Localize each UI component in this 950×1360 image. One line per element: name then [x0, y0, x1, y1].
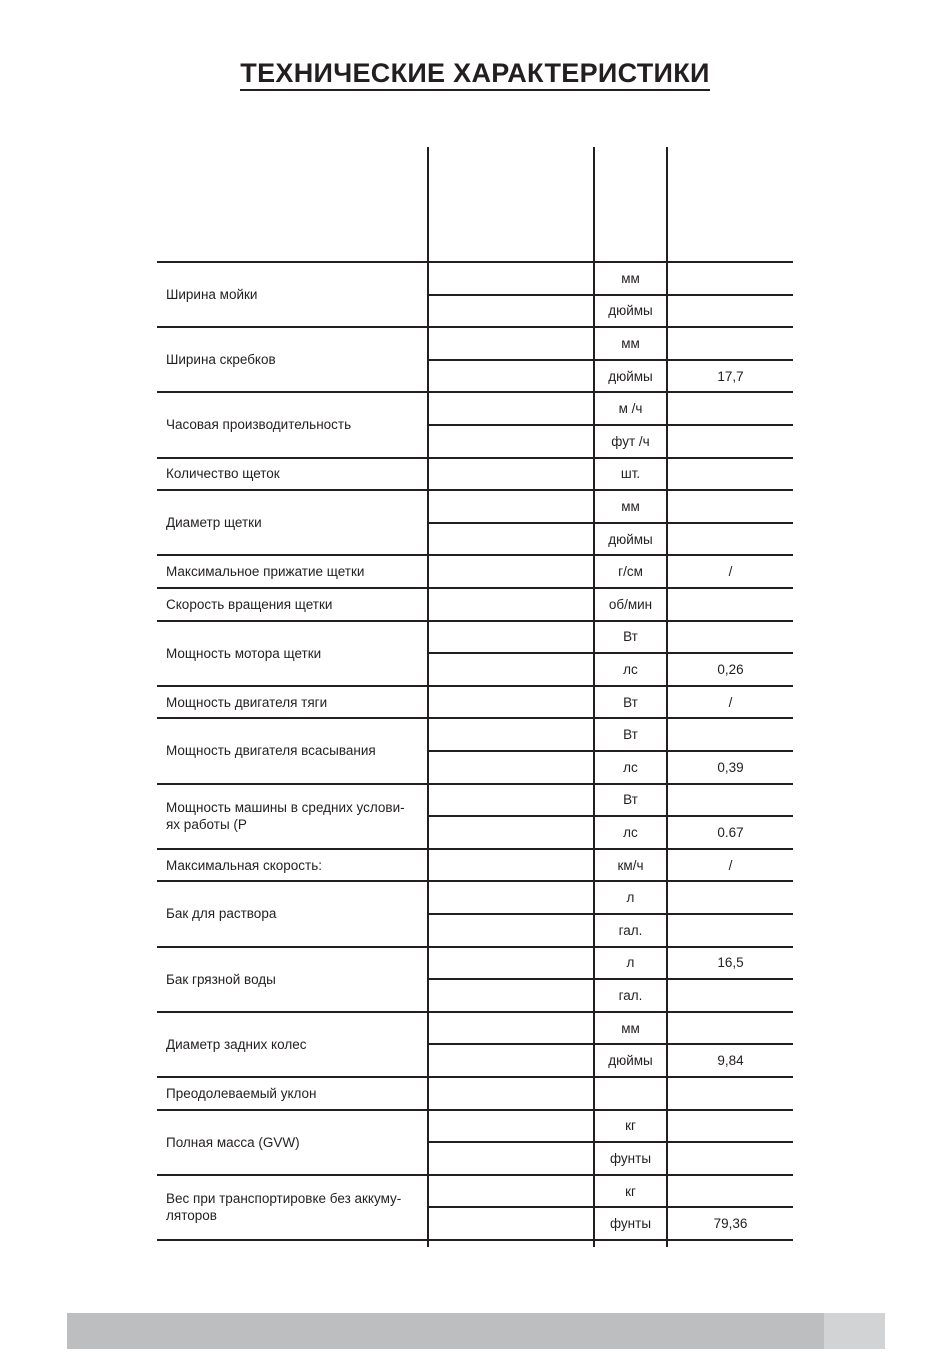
spec-value: / [728, 694, 733, 710]
spec-label-text [166, 1134, 300, 1151]
spec-label [157, 849, 427, 882]
spec-label [157, 327, 427, 392]
spec-label [157, 1175, 427, 1240]
spec-value: 17,7 [717, 368, 744, 384]
spec-value: / [728, 857, 733, 873]
spec-label [157, 1077, 427, 1110]
spec-label [157, 947, 427, 1012]
spec-unit: Вт [623, 792, 638, 808]
spec-label [157, 718, 427, 783]
spec-label-line: Преодолеваемый уклон [166, 1085, 317, 1101]
spec-empty-cell [429, 784, 593, 817]
spec-unit: л [626, 955, 635, 971]
spec-value [668, 718, 793, 751]
spec-unit: дюймы [608, 368, 653, 384]
spec-value: 79,36 [713, 1216, 748, 1232]
spec-unit: дюймы [608, 531, 653, 547]
spec-label-line: Ширина скребков [166, 352, 276, 368]
spec-label-line: Максимальная скорость: [166, 857, 323, 873]
spec-unit: дюймы [608, 303, 653, 319]
spec-empty-cell [429, 914, 593, 947]
spec-unit: м /ч [618, 401, 643, 417]
spec-label-line: Скорость вращения щетки [166, 596, 333, 612]
spec-label-text [166, 694, 327, 711]
spec-unit: фунты [609, 1216, 652, 1232]
spec-label-text [166, 1085, 317, 1102]
spec-label [157, 555, 427, 588]
spec-empty-cell [429, 686, 593, 719]
spec-empty-cell [429, 490, 593, 523]
spec-label-text [166, 596, 332, 613]
spec-unit: Вт [623, 629, 638, 645]
spec-empty-cell [429, 327, 593, 360]
spec-value [668, 784, 793, 817]
spec-empty-cell [429, 360, 593, 393]
spec-label [157, 588, 427, 621]
spec-label-text [166, 465, 280, 482]
spec-unit: л [626, 890, 635, 906]
spec-empty-cell [429, 1110, 593, 1143]
spec-value [668, 295, 793, 328]
footer-page-box [824, 1313, 885, 1349]
spec-label-text [166, 1036, 306, 1053]
spec-label-text [166, 905, 276, 922]
spec-empty-cell [429, 588, 593, 621]
spec-value [668, 523, 793, 556]
spec-label [157, 1110, 427, 1175]
spec-label [157, 392, 427, 457]
spec-empty-cell [429, 1207, 593, 1240]
spec-unit: гал. [618, 922, 643, 938]
spec-value [668, 262, 793, 295]
spec-label-text [166, 286, 257, 303]
spec-label-line: Мощность машины в средних услови- [166, 800, 405, 816]
spec-value [668, 392, 793, 425]
spec-unit: лс [623, 824, 638, 840]
spec-empty-cell [429, 1012, 593, 1045]
spec-empty-cell [429, 979, 593, 1012]
spec-value [668, 1012, 793, 1045]
spec-unit: лс [623, 759, 638, 775]
spec-label-text [166, 1190, 401, 1224]
spec-label-text [166, 563, 364, 580]
spec-label-line: Мощность двигателя всасывания [166, 743, 376, 759]
spec-value: 0,39 [717, 759, 744, 775]
spec-unit: гал. [618, 987, 643, 1003]
spec-unit: дюймы [608, 1053, 653, 1069]
spec-unit: лс [623, 661, 638, 677]
spec-label-text [166, 971, 276, 988]
spec-empty-cell [429, 1077, 593, 1110]
spec-label-line: ях работы (Р [166, 817, 247, 833]
row-divider [157, 1239, 793, 1241]
spec-label-line: Мощность мотора щетки [166, 645, 322, 661]
spec-label-text [166, 514, 262, 531]
spec-empty-cell [429, 881, 593, 914]
spec-label-line: Вес при транспортировке без аккуму- [166, 1191, 402, 1207]
spec-value [668, 1110, 793, 1143]
spec-value [668, 1175, 793, 1208]
footer-bar [67, 1313, 824, 1349]
spec-empty-cell [429, 1175, 593, 1208]
spec-empty-cell [429, 392, 593, 425]
spec-label-line: Часовая производительность [166, 417, 352, 433]
spec-value [668, 1142, 793, 1175]
spec-empty-cell [429, 262, 593, 295]
spec-label-line: Бак для раствора [166, 906, 277, 922]
spec-label-text [166, 742, 376, 759]
spec-unit: об/мин [608, 596, 653, 612]
spec-value [668, 588, 793, 621]
spec-value: 16,5 [717, 955, 744, 971]
spec-label-line: Мощность двигателя тяги [166, 694, 328, 710]
spec-label-line: ляторов [166, 1208, 217, 1224]
spec-label-text [166, 857, 322, 874]
spec-value [668, 327, 793, 360]
spec-label [157, 1012, 427, 1077]
spec-empty-cell [429, 653, 593, 686]
spec-unit: Вт [623, 694, 638, 710]
spec-value: 0,26 [717, 661, 744, 677]
spec-value [668, 490, 793, 523]
page-title: ТЕХНИЧЕСКИЕ ХАРАКТЕРИСТИКИ [0, 58, 950, 89]
spec-value [668, 1077, 793, 1110]
spec-empty-cell [429, 849, 593, 882]
spec-value [668, 458, 793, 491]
spec-value [668, 914, 793, 947]
spec-empty-cell [429, 816, 593, 849]
spec-value [668, 425, 793, 458]
spec-unit [595, 1077, 666, 1110]
spec-empty-cell [429, 718, 593, 751]
spec-label [157, 262, 427, 327]
spec-label [157, 490, 427, 555]
spec-empty-cell [429, 458, 593, 491]
spec-label-line: Диаметр задних колес [166, 1036, 307, 1052]
spec-empty-cell [429, 1044, 593, 1077]
spec-empty-cell [429, 523, 593, 556]
spec-label-line: Полная масса (GVW) [166, 1134, 300, 1150]
spec-unit: шт. [620, 466, 641, 482]
spec-label-text [166, 351, 276, 368]
spec-label-line: Диаметр щетки [166, 515, 262, 531]
spec-label [157, 458, 427, 491]
spec-label-line: Ширина мойки [166, 287, 258, 303]
spec-unit: фут /ч [611, 433, 650, 449]
spec-label [157, 621, 427, 686]
spec-label [157, 686, 427, 719]
spec-empty-cell [429, 947, 593, 980]
spec-unit: мм [621, 498, 640, 514]
spec-value [668, 881, 793, 914]
spec-unit: Вт [623, 727, 638, 743]
spec-empty-cell [429, 621, 593, 654]
spec-unit: мм [621, 270, 640, 286]
specifications-table [157, 147, 793, 1247]
spec-value [668, 979, 793, 1012]
spec-unit: кг [625, 1183, 636, 1199]
spec-label-line: Максимальное прижатие щетки [166, 564, 365, 580]
spec-label-text [166, 645, 321, 662]
spec-value: 9,84 [717, 1053, 744, 1069]
spec-unit: мм [621, 335, 640, 351]
spec-label-line: Количество щеток [166, 466, 280, 482]
spec-empty-cell [429, 295, 593, 328]
spec-unit: г/см [618, 564, 643, 580]
spec-value: / [728, 564, 733, 580]
spec-label-text [166, 799, 405, 833]
spec-empty-cell [429, 425, 593, 458]
spec-empty-cell [429, 1142, 593, 1175]
spec-unit: мм [621, 1020, 640, 1036]
spec-label-line: Бак грязной воды [166, 971, 276, 987]
spec-empty-cell [429, 555, 593, 588]
spec-value: 0.67 [717, 824, 744, 840]
spec-empty-cell [429, 751, 593, 784]
spec-label-text [166, 416, 351, 433]
spec-value [668, 621, 793, 654]
spec-unit: фунты [609, 1150, 652, 1166]
spec-label [157, 784, 427, 849]
spec-label [157, 881, 427, 946]
spec-unit: кг [625, 1118, 636, 1134]
spec-unit: км/ч [617, 857, 644, 873]
